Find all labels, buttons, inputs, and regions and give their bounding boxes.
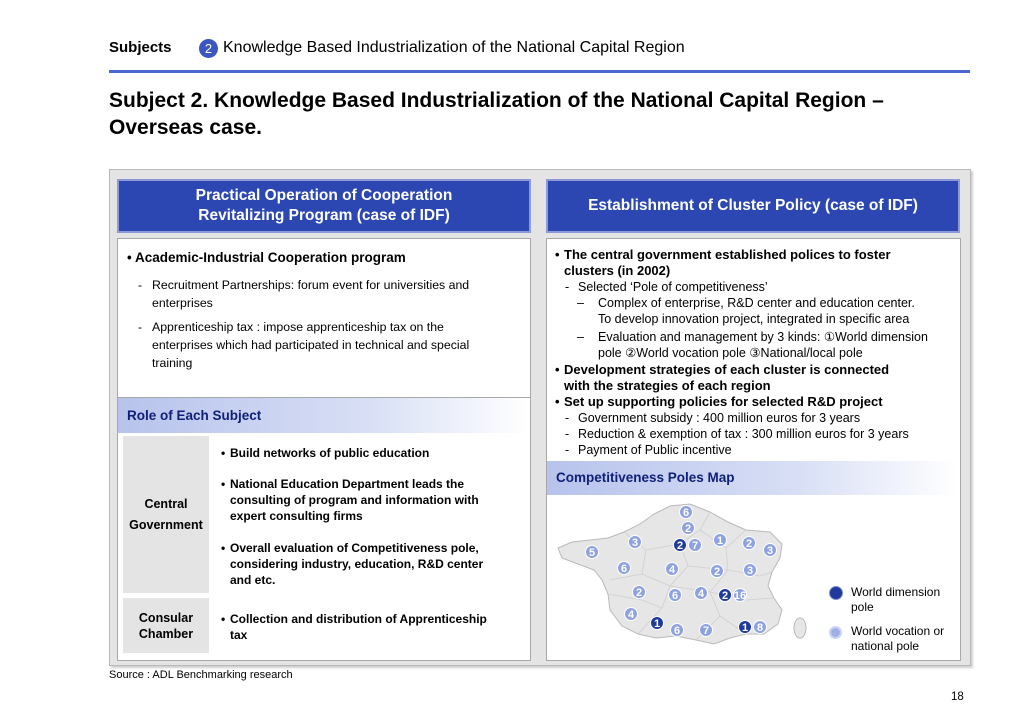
pole-marker-label: 16: [733, 590, 747, 602]
legend-world-line1: World dimension: [851, 585, 941, 599]
central-bullet-1: • Build networks of public education: [221, 446, 430, 460]
pole-marker-label: 2: [745, 538, 753, 550]
page-number: 18: [951, 691, 964, 703]
central-government-label: [123, 436, 209, 593]
b1-sub-a2: To develop innovation project, integrated in specific area: [598, 312, 910, 326]
pole-marker-label: 2: [721, 590, 729, 602]
header-title: Knowledge Based Industrialization of the National Capital Region: [223, 39, 685, 56]
pole-marker-label: 2: [635, 587, 643, 599]
legend-vocation-line2: national pole: [851, 639, 920, 653]
pole-marker-label: 4: [668, 564, 676, 576]
b1-line2: clusters (in 2002): [564, 263, 671, 278]
world-dimension-legend-dot: [829, 586, 843, 600]
pole-marker-label: 1: [653, 618, 661, 630]
pole-marker-label: 7: [702, 625, 710, 637]
central-b1-line1: Build networks of public education: [230, 446, 430, 460]
central-b2-line2: consulting of program and information with: [230, 493, 479, 507]
left-heading-line2: Revitalizing Program (case of IDF): [198, 207, 450, 224]
central-line1: Central: [144, 496, 188, 511]
b1-line1: The central government established polices to foster: [564, 247, 891, 262]
legend-vocation-line1: World vocation or: [851, 624, 945, 638]
pole-marker-label: 3: [631, 537, 639, 549]
program-item-1: - Recruitment Partnerships: forum event for universities and enterprises: [138, 278, 470, 310]
world-vocation-legend-label: [851, 624, 944, 654]
program-item-2: - Apprenticeship tax : impose apprenticeship tax on the enterprises which had participated in technical and special training: [138, 320, 470, 370]
consular-line1: Consular: [138, 610, 194, 625]
pole-marker-label: 3: [766, 545, 774, 557]
source-note: Source : ADL Benchmarking research: [109, 669, 293, 681]
world-dimension-legend-label: [851, 585, 940, 615]
policy-list: • The central government established polices to foster clusters (in 2002) - Selected ‘Pole of competitiveness’ – Complex of enterprise, R&D center and education center. To develop innovation project, integrated in specific area – Evaluation and management by 3 kinds: ①World dimension pole ②World vocation pole ③National/local pole • Development strategies of each cluster is connected with the strategies of each region • Set up supporting policies for selected R&D project - Government subsidy : 400 million euros for 3 years - Reduction & exemption of tax : 300 million euros for 3 years - Payment of Public incentive: [555, 247, 928, 457]
consular-chamber-label: [123, 598, 209, 653]
b2-line2: with the strategies of each region: [564, 378, 771, 393]
page-title: Subject 2. Knowledge Based Industrialization of the National Capital Region – Overseas case.: [109, 89, 884, 139]
legend-world-line2: pole: [851, 600, 874, 614]
consular-b1-line2: tax: [230, 628, 248, 642]
central-b2-line3: expert consulting firms: [230, 509, 363, 523]
central-b2-line1: National Education Department leads the: [230, 477, 465, 491]
map-heading: Competitiveness Poles Map: [556, 470, 735, 485]
b1-sub-b2: pole ②World vocation pole ③National/local pole: [598, 346, 863, 360]
central-bullet-2: • National Education Department leads the consulting of program and information with expert consulting firms: [221, 477, 479, 523]
corsica: [794, 618, 806, 638]
pole-marker-label: 2: [713, 566, 721, 578]
role-heading: Role of Each Subject: [127, 408, 262, 423]
b1-sub-b1: Evaluation and management by 3 kinds: ①World dimension: [598, 330, 928, 344]
central-b3-line2: considering industry, education, R&D center: [230, 557, 484, 571]
bullet-dot: •: [127, 250, 135, 265]
program-title: Academic-Industrial Cooperation program: [134, 250, 406, 265]
pole-marker-label: 4: [627, 609, 635, 621]
consular-b1-line1: Collection and distribution of Apprenticeship: [230, 612, 487, 626]
consular-bullet-1: • Collection and distribution of Apprenticeship tax: [221, 612, 487, 642]
central-bullet-3: • Overall evaluation of Competitiveness pole, considering industry, education, R&D center and etc.: [221, 541, 484, 587]
pole-marker-label: 6: [671, 590, 679, 602]
b3-sub-3: Payment of Public incentive: [578, 443, 732, 457]
pole-marker-label: 8: [756, 622, 764, 634]
item-1-line2: enterprises: [152, 296, 213, 310]
b3-sub-1: Government subsidy : 400 million euros for 3 years: [578, 411, 861, 425]
central-b3-line3: and etc.: [230, 573, 276, 587]
pole-marker-label: 1: [716, 535, 724, 547]
pole-marker-label: 2: [684, 523, 692, 535]
subject-number-badge: 2: [199, 39, 218, 58]
pole-marker-label: 2: [676, 540, 684, 552]
pole-marker-label: 5: [588, 547, 596, 559]
subjects-label: Subjects: [109, 39, 172, 56]
consular-line2: Chamber: [138, 626, 194, 641]
pole-marker-label: 6: [682, 507, 690, 519]
world-vocation-legend-dot: [829, 626, 842, 639]
left-heading-line1: Practical Operation of Cooperation: [195, 187, 453, 204]
central-line2: Government: [129, 517, 203, 532]
header-divider: [109, 70, 970, 73]
item-1-line1: Recruitment Partnerships: forum event for universities and: [152, 278, 470, 292]
pole-marker-label: 6: [620, 563, 628, 575]
b1-sub-a1: Complex of enterprise, R&D center and education center.: [598, 296, 915, 310]
b3-sub-2: Reduction & exemption of tax : 300 million euros for 3 years: [578, 427, 909, 441]
item-2-line3: training: [152, 356, 193, 370]
competitiveness-poles-map: [550, 500, 820, 650]
central-b3-line1: Overall evaluation of Competitiveness pole,: [230, 541, 479, 555]
b2-line1: Development strategies of each cluster is connected: [564, 362, 890, 377]
program-bullet: [127, 249, 406, 266]
right-column-heading: Establishment of Cluster Policy (case of IDF): [546, 179, 960, 233]
pole-marker-label: 4: [697, 588, 705, 600]
b1-sub: Selected ‘Pole of competitiveness’: [578, 280, 768, 294]
item-2-line1: Apprenticeship tax : impose apprenticeship tax on the: [152, 320, 444, 334]
left-column-heading: [117, 179, 531, 233]
b3-line: Set up supporting policies for selected R&D project: [564, 394, 883, 409]
pole-marker-label: 7: [691, 540, 699, 552]
pole-marker-label: 3: [746, 565, 754, 577]
item-2-line2: enterprises which had participated in technical and special: [152, 338, 470, 352]
pole-marker-label: 1: [741, 622, 749, 634]
pole-marker-label: 6: [673, 625, 681, 637]
